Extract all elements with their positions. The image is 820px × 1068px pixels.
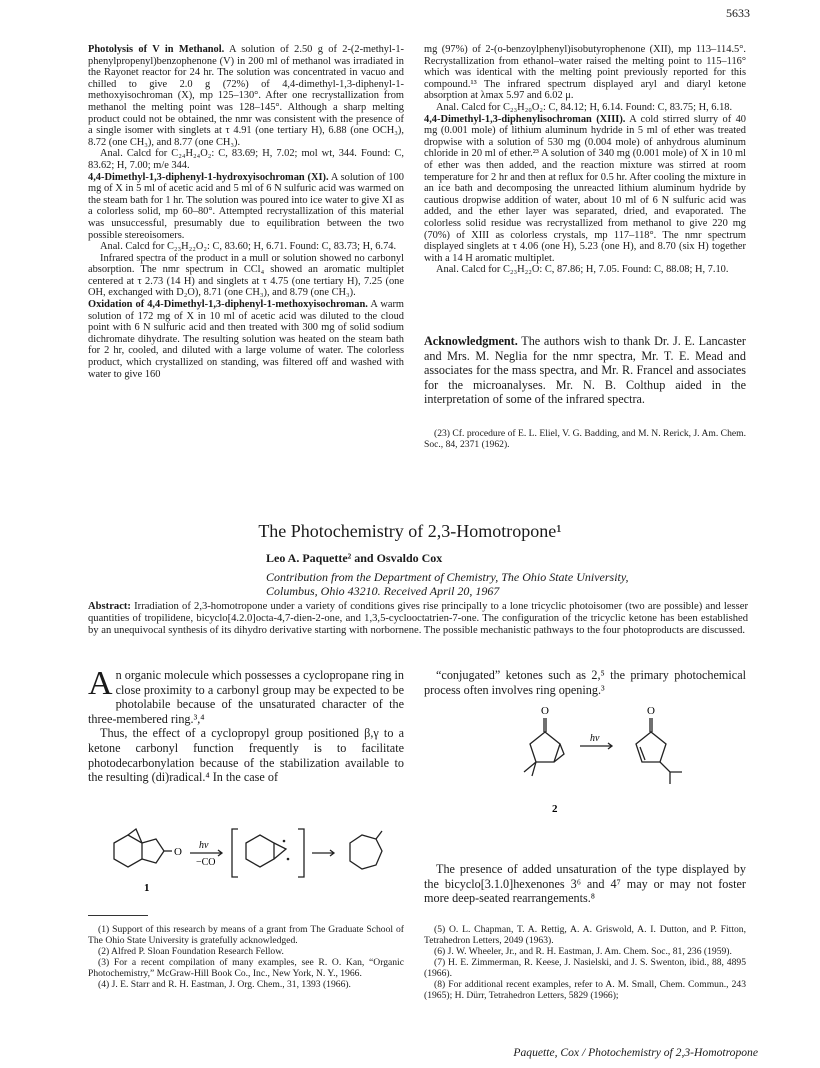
article-affiliation: Contribution from the Department of Chemistry, The Ohio State University, Columbus, Ohio 43210. Received April 20, 1967 [266, 570, 629, 598]
para-hydroxyisochroman: 4,4-Dimethyl-1,3-diphenyl-1-hydroxyisochroman (XI). A solution of 100 mg of X in 5 ml of acetic acid and 5 ml of 6 N sulfuric acid was warmed on the steam bath for 1 hr. The solution was poured into ice water to give XI as a colorless solid, mp 60–80°. Attempted recrystallization of this material was unsuccessful, presumably due to equilibration between the two possible stereoisomers. [88, 171, 404, 241]
diradical-bridge [274, 843, 286, 859]
body-paragraph-3: “conjugated” ketones such as 2,⁵ the primary photochemical process often involves ring opening.³ [424, 668, 746, 697]
cycle-left [114, 835, 142, 867]
body-paragraph-4: The presence of added unsaturation of the type displayed by the bicyclo[3.1.0]hexenones 3⁶ and 4⁷ may or may not foster more deep-seated rearrangements.⁸ [424, 862, 746, 906]
para-infrared: Infrared spectra of the product in a mull or solution showed no carbonyl absorption. The nmr spectrum in CCl₄ showed an aromatic multiplet centered at τ 2.73 (14 H) and singlets at τ 4.75 (one tertiary H), 7.25 (one OH, exchanged with D₂O), 8.71 (one CH₃), and 8.79 (one CH₃). [88, 252, 404, 299]
footnote-1: (1) Support of this research by means of a grant from The Graduate School of The Ohio State University is gratefully acknowledged. [88, 924, 404, 946]
isopropyl-group [660, 762, 682, 784]
para-anal-1: Anal. Calcd for C₂₄H₂₄O₂: C, 83.69; H, 7.02; mol wt, 344. Found: C, 83.62; H, 7.00; m/e 344. [88, 148, 404, 171]
scheme1-arrow-bottom: −CO [196, 857, 216, 868]
footnote-7: (7) H. E. Zimmerman, R. Keese, J. Nasielski, and J. S. Swenton, ibid., 88, 4895 (1966). [424, 957, 746, 979]
experimental-right-column [424, 44, 746, 276]
radical-dot-2 [287, 858, 290, 861]
scheme2-oxygen-right: O [647, 705, 655, 717]
footnote-4: (4) J. E. Starr and R. H. Eastman, J. Org. Chem., 31, 1393 (1966). [98, 979, 351, 990]
scheme2-arrow-label: hν [590, 733, 600, 744]
scheme-2-diagram [510, 700, 700, 825]
para-continued: mg (97%) of 2-(o-benzoylphenyl)isobutyrophenone (XII), mp 113–114.5°. Recrystallization from ethanol–water raised the melting point to 115–116° which was identical with the melting point previously reported for this compound.¹³ The infrared spectrum displayed aryl and diaryl ketone absorption at λmax 5.97 and 6.02 μ. [424, 44, 746, 102]
footnote-2: (2) Alfred P. Sloan Foundation Research Fellow. [98, 946, 284, 957]
running-footer: Paquette, Cox / Photochemistry of 2,3-Homotropone [513, 1046, 758, 1059]
body-left-column [88, 665, 404, 785]
product-ring [350, 835, 382, 869]
scheme-1-diagram [100, 815, 400, 897]
page-number: 5633 [726, 6, 750, 20]
bracket-left [232, 829, 238, 877]
body-right-column-bottom [424, 862, 746, 906]
drop-cap: A [88, 665, 113, 702]
body-paragraph-2: Thus, the effect of a cyclopropyl group positioned β,γ to a ketone carbonyl function frequently is to facilitate photodecarbonylation because of the stabilization available to the resulting (di)radical.⁴ In the case of [88, 726, 404, 785]
para-isochroman: 4,4-Dimethyl-1,3-diphenylisochroman (XIII). A cold stirred slurry of 40 mg (0.001 mole) of lithium aluminum hydride in 5 ml of ether was treated dropwise with a solution of 530 mg (0.004 mole) of anhydrous aluminum chloride in 20 ml of ether.²³ A solution of 340 mg (0.001 mole) of X in 10 ml of ether was then added, and the reaction mixture was stirred at room temperature for 2 hr and then at reflux for 0.5 hr. After cooling the mixture in an ice bath and decomposing the unreacted lithium aluminum hydride by cautious dropwise addition of water, about 10 ml of 6 N sulfuric acid was added, and the ether layer was separated, dried, and evaporated. The colorless solid residue was recrystallized from methanol to give 220 mg (70%) of XIII as colorless crystals, mp 117–118°. The nmr spectrum displayed singlets at τ 4.06 (one H), 5.23 (one H), and 8.70 (six H) together with a 14 H aromatic multiplet. [424, 113, 746, 264]
bicyclic-ring [530, 732, 560, 762]
footnotes-left [88, 924, 404, 990]
para-anal-3: Anal. Calcd for C₂₃H₂₀O₂: C, 84.12; H, 6.14. Found: C, 83.75; H, 6.18. [436, 101, 733, 113]
article-authors: Leo A. Paquette² and Osvaldo Cox [266, 551, 443, 565]
compound-2-label: 2 [552, 803, 558, 815]
footnote-3: (3) For a recent compilation of many examples, see R. O. Kan, “Organic Photochemistry,” McGraw-Hill Book Co., Inc., New York, N. Y., 1966. [88, 957, 404, 979]
product-methylene [376, 831, 382, 839]
bracket-right [298, 829, 304, 877]
para-anal-4: Anal. Calcd for C₂₃H₂₂O: C, 87.86; H, 7.05. Found: C, 88.08; H, 7.10. [436, 264, 729, 276]
body-right-column-top [424, 668, 746, 697]
compound-1-label: 1 [144, 882, 150, 894]
scheme2-oxygen-left: O [541, 705, 549, 717]
gem-methyls [524, 762, 536, 776]
para-anal-2: Anal. Calcd for C₂₃H₂₂O₂: C, 83.60; H, 6.71. Found: C, 83.73; H, 6.74. [100, 241, 397, 253]
para-oxidation: Oxidation of 4,4-Dimethyl-1,3-diphenyl-1-methoxyisochroman. A warm solution of 172 mg of X in 10 ml of acetic acid was diluted to the cloud point with 6 N sulfuric acid and then treated with 300 mg of solid sodium dichromate dihydrate. The resulting solution was heated on the steam bath for 2 hr, cooled, and diluted with a large volume of water. The colorless product, which crystallized on standing, was filtered off and washed with water to give 160 [88, 299, 404, 380]
scheme1-arrow-top: hν [199, 840, 209, 851]
footnote-6: (6) J. W. Wheeler, Jr., and R. H. Eastman, J. Am. Chem. Soc., 81, 236 (1959). [434, 946, 732, 957]
body-paragraph-1: An organic molecule which possesses a cyclopropane ring in close proximity to a carbonyl group may be expected to be photolabile because of the unsaturated character of the three-membered ring.³,⁴ [88, 665, 404, 726]
footnote-rule [88, 915, 148, 916]
para-photolysis: Photolysis of V in Methanol. A solution of 2.50 g of 2-(2-methyl-1-phenylpropenyl)benzophenone (V) in 200 ml of methanol was irradiated in the Rayonet reactor for 24 hr. The solution was concentrated in vacuo and chilled to give 2.0 g (72%) of 4,4-dimethyl-1,3-diphenyl-1-methoxyisochroman (X), mp 125–130°. After one recrystallization from methanol the melting point was 128–145°. Although a sharp melting product could not be obtained, the nmr was consistent with the presence of a single isomer with singlets at τ 4.91 (one tertiary H), 6.88 (one OCH₃), 8.72 (one CH₃), and 8.77 (one CH₃). [88, 44, 405, 148]
footnote-8: (8) For additional recent examples, refer to A. M. Small, Chem. Commun., 243 (1965); H. Dürr, Tetrahedron Letters, 5829 (1966); [424, 979, 746, 1001]
diradical-ring [246, 835, 274, 867]
experimental-left-column [88, 44, 404, 380]
acknowledgment: Acknowledgment. The authors wish to thank Dr. J. E. Lancaster and Mrs. M. Neglia for the nmr spectra, Mr. T. E. Mead and associates for the mass spectra, and Mr. R. Francel and associates for the microanalyses. Mr. N. B. Colthup aided in the interpretation of some of the infrared spectra. [424, 334, 746, 407]
footnotes-right [424, 924, 746, 1001]
abstract: Abstract: Irradiation of 2,3-homotropone under a variety of conditions gives rise principally to a lone tricyclic photoisomer (two are possible) and lesser quantities of tropilidene, bicyclo[4.2.0]octa-4,7-dien-2-one, and 1,3,5-cyclooctatrien-7-one. The configuration of the tricyclic ketone has been established by an unequivocal synthesis of its dihydro derivative starting with norbornene. The possible mechanistic pathways to the four photoproducts are discussed. [88, 601, 748, 636]
article-title: The Photochemistry of 2,3-Homotropone¹ [258, 521, 562, 541]
footnote-5: (5) O. L. Chapman, T. A. Rettig, A. A. Griswold, A. I. Dutton, and P. Fitton, Tetrahedron Letters, 2049 (1963). [424, 924, 746, 946]
reaction-arrow-2 [312, 850, 334, 856]
cycle-right [142, 839, 164, 863]
radical-dot-1 [283, 840, 286, 843]
footnote-23: (23) Cf. procedure of E. L. Eliel, V. G. Badding, and M. N. Rerick, J. Am. Chem. Soc., 84, 2371 (1962). [424, 428, 746, 450]
scheme1-oxygen-label: O [174, 846, 182, 858]
